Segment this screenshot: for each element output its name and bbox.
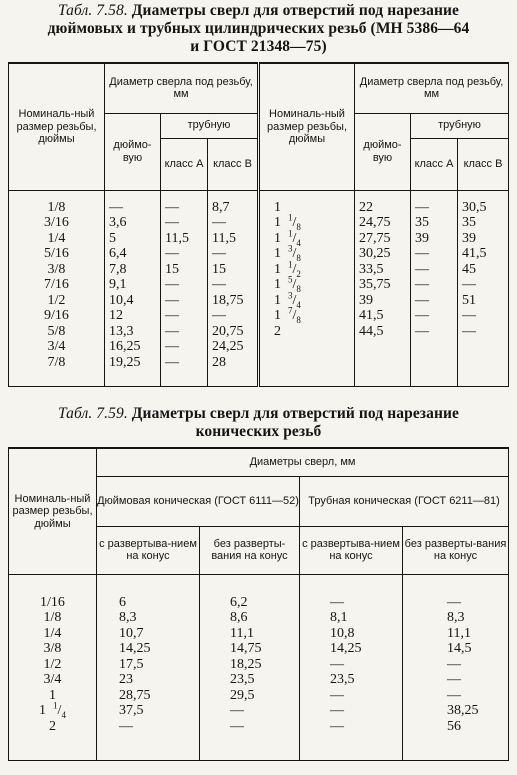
table-cell: 41,5 — [359, 308, 384, 323]
table-cell: — — [415, 277, 429, 292]
t1-left-col-inch — [105, 190, 161, 386]
table1-caption-line1 — [0, 2, 517, 20]
table-cell: 45 — [462, 261, 476, 277]
table-cell: 11,5 — [165, 230, 189, 246]
table1-caption-label: Табл. 7.58. — [57, 2, 128, 19]
table-cell: 1 — [274, 199, 281, 215]
table-cell: 8,3 — [447, 610, 465, 625]
table-7-59 — [8, 447, 509, 761]
table-cell: 38,25 — [447, 703, 479, 718]
table-cell: 1 $^5/_8$ — [274, 274, 301, 294]
t1-left-col-class-b — [208, 190, 259, 386]
table-cell: 39 — [359, 292, 373, 308]
table-cell: 6,2 — [230, 594, 248, 610]
table-cell: 1 $^1/_8$ — [274, 212, 301, 232]
table-cell: — — [330, 594, 344, 610]
table-cell: 2 — [274, 323, 281, 339]
table-cell: 11,1 — [230, 625, 254, 641]
table-cell: 10,8 — [330, 625, 355, 641]
table-cell: 22 — [359, 199, 373, 215]
table1-caption-text1: Диаметры сверл для отверстий под нарезание — [131, 2, 460, 19]
t1-header-inch-left: дюймо-вую — [105, 113, 161, 190]
table-cell: 1 — [49, 687, 56, 703]
t1-right-col-class-b — [458, 190, 509, 386]
table2-caption-text1: Диаметры сверл для отверстий под нарезание — [131, 405, 460, 422]
table-cell: 1 $^1/_2$ — [274, 258, 301, 279]
table-cell: 14,25 — [330, 641, 362, 656]
table-cell: 1/2 — [47, 292, 66, 308]
table-cell: 20,75 — [212, 323, 244, 339]
table-cell: 35 — [462, 215, 476, 230]
t1-header-class-a-left: класс А — [161, 138, 208, 190]
t2-col-pipe-without-ream — [403, 574, 509, 760]
table-cell: — — [415, 246, 429, 261]
table-cell: 44,5 — [359, 323, 384, 339]
table-cell: — — [212, 246, 226, 261]
table-cell: 37,5 — [119, 703, 144, 718]
t1-header-nominal-right: Номиналь-ный размер резьбы, дюймы — [259, 63, 355, 190]
table-cell: 14,5 — [447, 641, 472, 656]
table-cell: 1/4 — [47, 230, 66, 246]
table-cell: 7,8 — [109, 261, 127, 277]
table-cell: 28,75 — [119, 687, 151, 703]
table-cell: 3/8 — [43, 641, 62, 656]
t2-header-inch-conic: Дюймовая коническая (ГОСТ 6111—52) — [97, 476, 300, 526]
t2-col-nominal — [9, 574, 97, 760]
table-cell: 3,6 — [109, 215, 127, 230]
t2-header-nominal: Номиналь-ный размер резьбы, дюймы — [9, 448, 97, 574]
table-cell: 8,1 — [330, 610, 348, 625]
table-cell: 3/16 — [44, 215, 69, 230]
table2-caption-line1 — [0, 405, 517, 423]
table-cell: 11,5 — [212, 230, 236, 246]
table-cell: — — [330, 703, 344, 718]
table-cell: — — [109, 199, 123, 215]
table-cell: — — [165, 277, 179, 292]
table-cell: 17,5 — [119, 656, 144, 672]
table-cell: 30,25 — [359, 246, 391, 261]
table-cell: 10,7 — [119, 625, 144, 641]
table-cell: 15 — [165, 261, 179, 277]
t2-header-inch-with-ream: с развертыва-нием на конус — [97, 526, 200, 574]
table-cell: 5/8 — [47, 323, 66, 339]
t1-header-class-b-right: класс В — [458, 138, 509, 190]
table-cell: — — [230, 718, 244, 734]
table-cell: — — [415, 199, 429, 215]
table-cell: 3/4 — [47, 339, 66, 354]
table-cell: 35,75 — [359, 277, 391, 292]
table-cell: 1/4 — [43, 625, 62, 641]
table2-caption-label: Табл. 7.59. — [57, 405, 128, 422]
table-cell: 2 — [49, 718, 56, 734]
table-cell: 8,3 — [119, 610, 137, 625]
table-cell: — — [415, 292, 429, 308]
table-cell: 1 $^1/_4$ — [274, 227, 301, 248]
table-cell: 5 — [109, 230, 116, 246]
table-cell: — — [447, 687, 461, 703]
t1-header-inch-right: дюймо-вую — [355, 113, 411, 190]
table-cell: 1/8 — [47, 199, 66, 215]
t2-header-pipe-without-ream: без разверты-вания на конус — [403, 526, 509, 574]
table-cell: 14,25 — [119, 641, 151, 656]
table-cell: — — [462, 277, 476, 292]
t1-left-col-nominal — [9, 190, 105, 386]
table-cell: — — [415, 323, 429, 339]
table-cell: 24,25 — [212, 339, 244, 354]
table-cell: 39 — [415, 230, 429, 246]
table-cell: 51 — [462, 292, 476, 308]
table-cell: 13,3 — [109, 323, 134, 339]
table-cell: 1/8 — [43, 610, 62, 625]
table-cell: 1 $^3/_4$ — [274, 289, 301, 310]
table-cell: 23,5 — [230, 672, 255, 687]
table-cell: 1/2 — [43, 656, 62, 672]
table-cell: 19,25 — [109, 354, 141, 370]
table-cell: 41,5 — [462, 246, 487, 261]
table-cell: — — [165, 339, 179, 354]
t2-header-inch-without-ream: без разверты-вания на конус — [200, 526, 300, 574]
t2-col-inch-without-ream — [200, 574, 300, 760]
table-cell: 28 — [212, 354, 226, 370]
table1-caption — [0, 2, 517, 56]
table-cell: — — [165, 354, 179, 370]
t2-header-pipe-conic: Трубная коническая (ГОСТ 6211—81) — [300, 476, 509, 526]
table-cell: 27,75 — [359, 230, 391, 246]
t2-col-inch-with-ream — [97, 574, 200, 760]
table-cell: 1 $^7/_8$ — [274, 305, 301, 325]
table-cell: 9,1 — [109, 277, 127, 292]
table-cell: — — [165, 292, 179, 308]
t1-header-nominal-left: Номиналь-ный размер резьбы, дюймы — [9, 63, 105, 190]
table-cell: 12 — [109, 308, 123, 323]
table-cell: — — [212, 215, 226, 230]
table-cell: 16,25 — [109, 339, 141, 354]
table-cell: 56 — [447, 718, 461, 734]
t1-header-diameter-right: Диаметр сверла под резьбу, мм — [355, 63, 509, 113]
t2-header-pipe-with-ream: с развертыва-нием на конус — [300, 526, 403, 574]
table-cell: 10,4 — [109, 292, 134, 308]
t1-right-col-nominal — [259, 190, 355, 386]
table-cell: — — [119, 718, 133, 734]
table-cell: 29,5 — [230, 687, 255, 703]
table-cell: 35 — [415, 215, 429, 230]
table-cell: 7/8 — [47, 354, 66, 370]
table-cell: — — [230, 703, 244, 718]
table-cell: — — [165, 308, 179, 323]
t1-header-pipe-right: трубную — [411, 113, 509, 138]
table-cell: 18,25 — [230, 656, 262, 672]
table-cell: 6,4 — [109, 246, 127, 261]
table-cell: — — [447, 672, 461, 687]
t1-header-pipe-left: трубную — [161, 113, 259, 138]
table-cell: 7/16 — [44, 277, 69, 292]
table-cell: 9/16 — [44, 308, 69, 323]
table-cell: 3/4 — [43, 672, 62, 687]
table-cell: 1 $^1/_4$ — [39, 700, 66, 720]
table-cell: 14,75 — [230, 641, 262, 656]
table-cell: 24,75 — [359, 215, 391, 230]
table-cell: — — [165, 199, 179, 215]
table-cell: 15 — [212, 261, 226, 277]
table-cell: — — [415, 308, 429, 323]
table-cell: — — [462, 308, 476, 323]
table-cell: — — [447, 656, 461, 672]
table-cell: 1 $^3/_8$ — [274, 243, 301, 263]
t2-col-pipe-with-ream — [300, 574, 403, 760]
table-cell: — — [330, 687, 344, 703]
t1-right-col-inch — [355, 190, 411, 386]
t1-header-class-b-left: класс В — [208, 138, 259, 190]
table-cell: 30,5 — [462, 199, 487, 215]
table-cell: — — [165, 215, 179, 230]
table-cell: — — [165, 323, 179, 339]
table-cell: 6 — [119, 594, 126, 610]
t1-right-col-class-a — [411, 190, 458, 386]
table-cell: — — [212, 308, 226, 323]
table-cell: 3/8 — [47, 261, 66, 277]
t2-header-diameters: Диаметры сверл, мм — [97, 448, 509, 476]
table-cell: 23 — [119, 672, 133, 687]
t1-left-col-class-a — [161, 190, 208, 386]
table1-caption-line2: дюймовых и трубных цилиндрических резьб (МН 5386—64 — [47, 20, 470, 37]
table-cell: — — [447, 594, 461, 610]
table-cell: 39 — [462, 230, 476, 246]
table-cell: 11,1 — [447, 625, 471, 641]
table-cell: — — [330, 656, 344, 672]
table1-caption-line3: и ГОСТ 21348—75) — [190, 38, 327, 55]
table-cell: 23,5 — [330, 672, 355, 687]
table-cell: — — [415, 261, 429, 277]
table-7-58 — [8, 62, 509, 387]
table-cell: — — [212, 277, 226, 292]
table-cell: — — [330, 718, 344, 734]
table-cell: 8,7 — [212, 199, 230, 215]
table-cell: 33,5 — [359, 261, 384, 277]
table-cell: 5/16 — [44, 246, 69, 261]
t1-header-diameter-left: Диаметр сверла под резьбу, мм — [105, 63, 259, 113]
table-cell: — — [462, 323, 476, 339]
table-cell: — — [165, 246, 179, 261]
table2-caption-line2: конических резьб — [195, 423, 322, 440]
table-cell: 8,6 — [230, 610, 248, 625]
table-cell: 1/16 — [40, 594, 65, 610]
table-cell: 18,75 — [212, 292, 244, 308]
table2-caption — [0, 405, 517, 441]
t1-header-class-a-right: класс А — [411, 138, 458, 190]
